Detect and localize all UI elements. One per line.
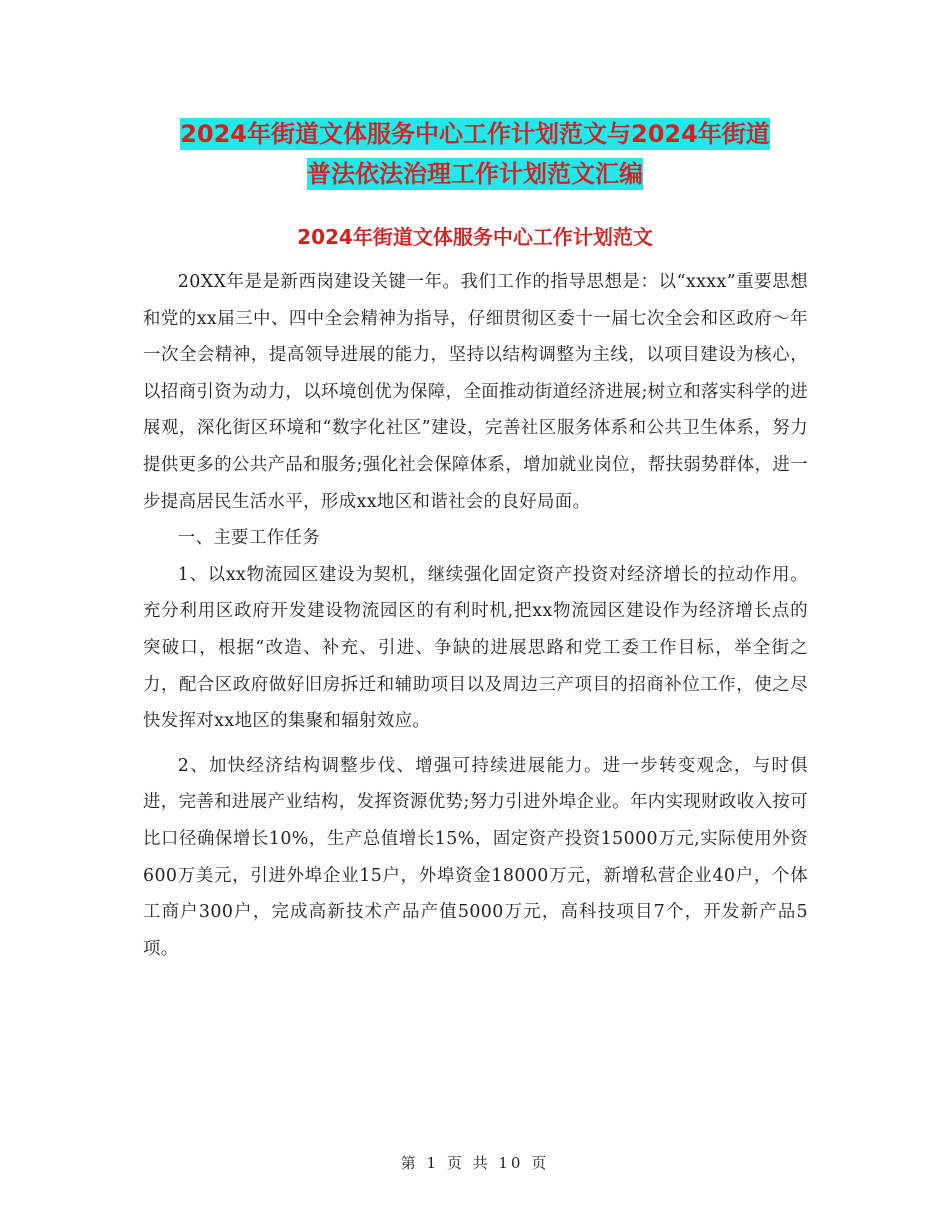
document-title-line-1: 2024年街道文体服务中心工作计划范文与2024年街道	[180, 120, 770, 148]
paragraph-task-1: 1、以xx物流园区建设为契机，继续强化固定资产投资对经济增长的拉动作用。充分利用区政府开发建设物流园区的有利时机,把xx物流园区建设作为经济增长点的突破口，根据“改造、补充、引进、争缺的进展思路和党工委工作目标，举全街之力，配合区政府做好旧房拆迁和辅助项目以及周边三产项目的招商补位工作，使之尽快发挥对xx地区的集聚和辐射效应。	[143, 564, 808, 732]
document-body	[143, 264, 808, 967]
paragraph-heading-main-tasks: 一、主要工作任务	[177, 528, 321, 549]
document-title	[100, 114, 850, 194]
paragraph-task-2: 2、加快经济结构调整步伐、增强可持续进展能力。进一步转变观念，与时俱进，完善和进展产业结构，发挥资源优势;努力引进外埠企业。年内实现财政收入按可比口径确保增长10%，生产总值增长15%，固定资产投资15000万元,实际使用外资600万美元，引进外埠企业15户，外埠资金18000万元，新增私营企业40户，个体工商户300户，完成高新技术产品产值5000万元，高科技项目7个，开发新产品5项。	[143, 755, 808, 959]
paragraph-intro: 20XX年是是新西岗建设关键一年。我们工作的指导思想是：以“xxxx”重要思想和党的xx届三中、四中全会精神为指导，仔细贯彻区委十一届七次全会和区政府～年一次全会精神，提高领导进展的能力，坚持以结构调整为主线，以项目建设为核心，以招商引资为动力，以环境创优为保障，全面推动街道经济进展;树立和落实科学的进展观，深化街区环境和“数字化社区”建设，完善社区服务体系和公共卫生体系，努力提供更多的公共产品和服务;强化社会保障体系，增加就业岗位，帮扶弱势群体，进一步提高居民生活水平，形成xx地区和谐社会的良好局面。	[143, 272, 808, 512]
document-title-line-2: 普法依法治理工作计划范文汇编	[307, 160, 643, 188]
page-number-footer: 第 1 页 共 10 页	[400, 1154, 550, 1172]
section-title: 2024年街道文体服务中心工作计划范文	[297, 225, 653, 249]
